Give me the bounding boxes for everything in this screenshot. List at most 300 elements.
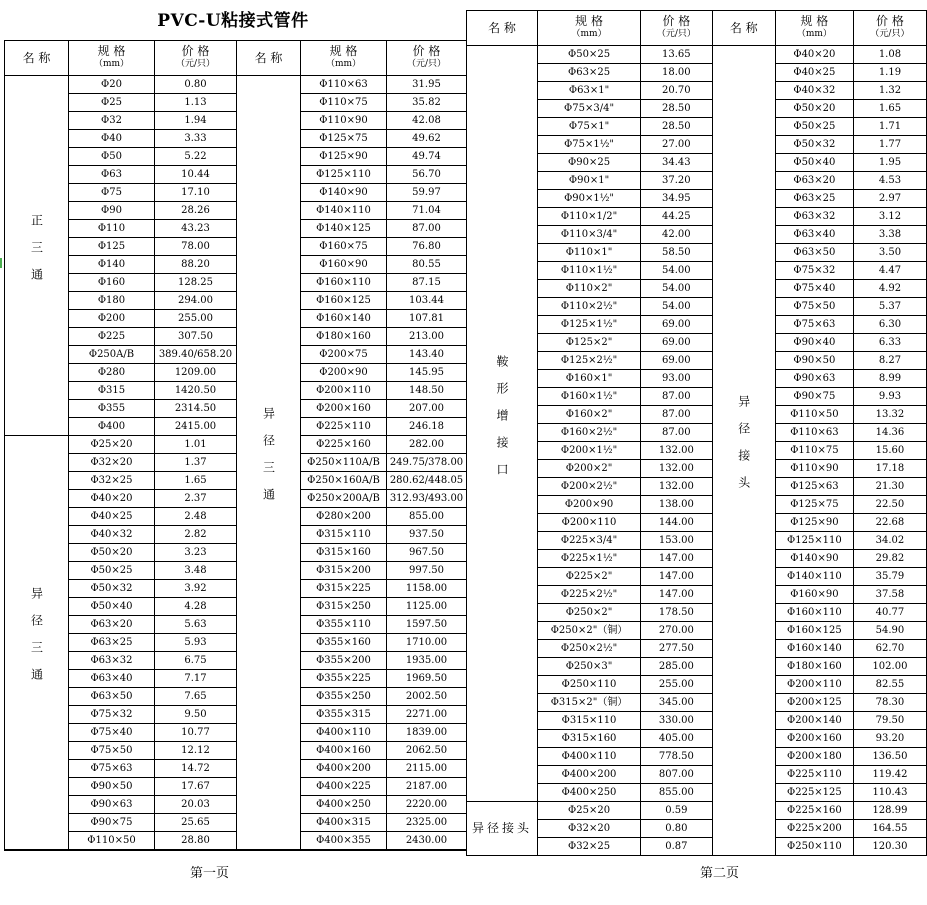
table-row [5, 760, 467, 778]
price-cell: 15.60 [853, 442, 926, 460]
category-cell [237, 76, 301, 851]
header-spec-label: 规 格 [575, 14, 603, 28]
price-cell: 2.82 [155, 526, 237, 544]
price-cell: 4.47 [853, 262, 926, 280]
price-cell: 778.50 [641, 748, 713, 766]
spec-cell: Φ50×20 [69, 544, 155, 562]
spec-cell: Φ125×110 [301, 166, 387, 184]
spec-cell: Φ125×90 [775, 514, 853, 532]
header-spec-label: 规 格 [97, 44, 126, 58]
spec-cell: Φ110×63 [301, 76, 387, 94]
table-row [5, 238, 467, 256]
price-cell: 2415.00 [155, 418, 237, 436]
price-cell: 102.00 [853, 658, 926, 676]
price-table-page1 [4, 40, 467, 851]
price-cell: 2115.00 [387, 760, 467, 778]
price-cell: 31.95 [387, 76, 467, 94]
spec-cell: Φ75×63 [69, 760, 155, 778]
spec-cell: Φ160×140 [301, 310, 387, 328]
price-cell: 44.25 [641, 208, 713, 226]
price-cell: 307.50 [155, 328, 237, 346]
price-cell: 282.00 [387, 436, 467, 454]
price-cell: 6.33 [853, 334, 926, 352]
spec-cell: Φ90 [69, 202, 155, 220]
category-cell [467, 802, 538, 856]
spec-cell: Φ315×110 [301, 526, 387, 544]
price-cell: 35.82 [387, 94, 467, 112]
price-cell: 132.00 [641, 442, 713, 460]
spec-cell: Φ180 [69, 292, 155, 310]
price-cell: 330.00 [641, 712, 713, 730]
price-cell: 345.00 [641, 694, 713, 712]
spec-cell: Φ400×110 [301, 724, 387, 742]
spec-cell: Φ280 [69, 364, 155, 382]
price-cell: 1.71 [853, 118, 926, 136]
price-cell: 40.77 [853, 604, 926, 622]
price-cell: 17.18 [853, 460, 926, 478]
spec-cell: Φ400×250 [301, 796, 387, 814]
spec-cell: Φ160×125 [775, 622, 853, 640]
price-cell: 255.00 [155, 310, 237, 328]
header-price-unit: （元/只） [656, 29, 696, 39]
spec-cell: Φ355×250 [301, 688, 387, 706]
spec-cell: Φ125×63 [775, 478, 853, 496]
price-cell: 4.53 [853, 172, 926, 190]
spec-cell: Φ50×25 [538, 46, 641, 64]
table-row [467, 802, 927, 820]
header-name: 名 称 [467, 11, 538, 46]
category-cell [467, 46, 538, 802]
price-cell: 1710.00 [387, 634, 467, 652]
price-cell: 12.12 [155, 742, 237, 760]
spec-cell: Φ355×200 [301, 652, 387, 670]
table-row [5, 544, 467, 562]
spec-cell: Φ250×110 [775, 838, 853, 856]
spec-cell: Φ225×1½" [538, 550, 641, 568]
spec-cell: Φ50×25 [69, 562, 155, 580]
spec-cell: Φ125×75 [301, 130, 387, 148]
spec-cell: Φ110×2½" [538, 298, 641, 316]
price-cell: 87.00 [641, 406, 713, 424]
spec-cell: Φ160×110 [301, 274, 387, 292]
spec-cell: Φ315×2"（铜） [538, 694, 641, 712]
spec-cell: Φ315×225 [301, 580, 387, 598]
price-cell: 937.50 [387, 526, 467, 544]
price-cell: 62.70 [853, 640, 926, 658]
price-cell: 22.50 [853, 496, 926, 514]
price-cell: 147.00 [641, 550, 713, 568]
price-cell: 213.00 [387, 328, 467, 346]
header-price-label: 价 格 [662, 14, 691, 28]
spec-cell: Φ225×200 [775, 820, 853, 838]
spec-cell: Φ50×32 [69, 580, 155, 598]
spec-cell: Φ75 [69, 184, 155, 202]
price-cell: 54.00 [641, 280, 713, 298]
spec-cell: Φ225×110 [301, 418, 387, 436]
price-cell: 0.80 [641, 820, 713, 838]
table-row [5, 76, 467, 94]
spec-cell: Φ225 [69, 328, 155, 346]
table-row [5, 634, 467, 652]
spec-cell: Φ75×32 [775, 262, 853, 280]
price-cell: 1209.00 [155, 364, 237, 382]
spec-cell: Φ125×75 [775, 496, 853, 514]
price-cell: 58.50 [641, 244, 713, 262]
price-cell: 69.00 [641, 316, 713, 334]
price-cell: 78.30 [853, 694, 926, 712]
spec-cell: Φ50×40 [69, 598, 155, 616]
price-cell: 5.37 [853, 298, 926, 316]
price-cell: 312.93/493.00 [387, 490, 467, 508]
table-row [5, 346, 467, 364]
spec-cell: Φ125×2½" [538, 352, 641, 370]
page-footer-1: 第一页 [190, 866, 230, 881]
spec-cell: Φ160×110 [775, 604, 853, 622]
price-cell: 2002.50 [387, 688, 467, 706]
spec-cell: Φ250×2" [538, 604, 641, 622]
spec-cell: Φ200×90 [301, 364, 387, 382]
header-spec-unit: （mm） [93, 59, 130, 69]
table-row [5, 94, 467, 112]
header-price [853, 11, 926, 46]
spec-cell: Φ160×1" [538, 370, 641, 388]
price-cell: 1.65 [853, 100, 926, 118]
price-cell: 1597.50 [387, 616, 467, 634]
spec-cell: Φ125 [69, 238, 155, 256]
category-name: 异径三通 [261, 407, 276, 515]
spec-cell: Φ75×1½" [538, 136, 641, 154]
price-cell: 7.17 [155, 670, 237, 688]
price-cell: 13.65 [641, 46, 713, 64]
price-cell: 107.81 [387, 310, 467, 328]
table-row [5, 832, 467, 851]
price-cell: 2271.00 [387, 706, 467, 724]
spec-cell: Φ40×25 [775, 64, 853, 82]
price-cell: 8.99 [853, 370, 926, 388]
table-row [5, 706, 467, 724]
price-cell: 87.00 [641, 388, 713, 406]
table-row [5, 742, 467, 760]
price-cell: 7.65 [155, 688, 237, 706]
price-cell: 280.62/448.05 [387, 472, 467, 490]
price-cell: 76.80 [387, 238, 467, 256]
header-price-label: 价 格 [412, 44, 441, 58]
price-cell: 13.32 [853, 406, 926, 424]
spec-cell: Φ140×90 [301, 184, 387, 202]
price-cell: 6.75 [155, 652, 237, 670]
price-cell: 143.40 [387, 346, 467, 364]
price-cell: 255.00 [641, 676, 713, 694]
spec-cell: Φ125×90 [301, 148, 387, 166]
spec-cell: Φ225×125 [775, 784, 853, 802]
table-row [467, 46, 927, 64]
spec-cell: Φ110×1/2" [538, 208, 641, 226]
table-row [5, 418, 467, 436]
price-cell: 147.00 [641, 586, 713, 604]
spec-cell: Φ355×225 [301, 670, 387, 688]
category-name: 正三通 [29, 213, 44, 295]
spec-cell: Φ200×2" [538, 460, 641, 478]
price-cell: 28.50 [641, 100, 713, 118]
spec-cell: Φ110×3/4" [538, 226, 641, 244]
spec-cell: Φ200×160 [775, 730, 853, 748]
price-cell: 1125.00 [387, 598, 467, 616]
table-row [5, 508, 467, 526]
price-cell: 0.87 [641, 838, 713, 856]
price-cell: 78.00 [155, 238, 237, 256]
spec-cell: Φ75×50 [775, 298, 853, 316]
price-cell: 34.95 [641, 190, 713, 208]
table-row [5, 724, 467, 742]
spec-cell: Φ160 [69, 274, 155, 292]
price-cell: 2.97 [853, 190, 926, 208]
page-footer-2: 第二页 [700, 866, 740, 881]
spec-cell: Φ63×40 [69, 670, 155, 688]
table-row [5, 310, 467, 328]
spec-cell: Φ140×90 [775, 550, 853, 568]
spec-cell: Φ63×40 [775, 226, 853, 244]
spec-cell: Φ32×25 [69, 472, 155, 490]
spec-cell: Φ400×355 [301, 832, 387, 851]
spec-cell: Φ355×160 [301, 634, 387, 652]
spec-cell: Φ90×40 [775, 334, 853, 352]
spec-cell: Φ125×2" [538, 334, 641, 352]
spec-cell: Φ160×2½" [538, 424, 641, 442]
price-cell: 119.42 [853, 766, 926, 784]
price-cell: 0.59 [641, 802, 713, 820]
spec-cell: Φ125×1½" [538, 316, 641, 334]
price-cell: 120.30 [853, 838, 926, 856]
spec-cell: Φ140×110 [775, 568, 853, 586]
spec-cell: Φ110×50 [775, 406, 853, 424]
spec-cell: Φ250A/B [69, 346, 155, 364]
header-name: 名 称 [5, 41, 69, 76]
table-row [5, 796, 467, 814]
price-cell: 2325.00 [387, 814, 467, 832]
price-cell: 147.00 [641, 568, 713, 586]
spec-cell: Φ75×40 [775, 280, 853, 298]
price-cell: 35.79 [853, 568, 926, 586]
price-cell: 2220.00 [387, 796, 467, 814]
price-cell: 17.10 [155, 184, 237, 202]
price-cell: 3.23 [155, 544, 237, 562]
spec-cell: Φ280×200 [301, 508, 387, 526]
spec-cell: Φ315×160 [538, 730, 641, 748]
header-spec [538, 11, 641, 46]
spec-cell: Φ140×110 [301, 202, 387, 220]
spec-cell: Φ50 [69, 148, 155, 166]
table-row [5, 454, 467, 472]
table-row [5, 184, 467, 202]
spec-cell: Φ63×32 [775, 208, 853, 226]
table-row [5, 670, 467, 688]
spec-cell: Φ110×1½" [538, 262, 641, 280]
price-cell: 59.97 [387, 184, 467, 202]
table-row [5, 220, 467, 238]
spec-cell: Φ40×25 [69, 508, 155, 526]
category-name: 异径接头 [471, 821, 532, 835]
spec-cell: Φ63×25 [69, 634, 155, 652]
price-cell: 42.00 [641, 226, 713, 244]
spec-cell: Φ110×90 [775, 460, 853, 478]
price-cell: 49.74 [387, 148, 467, 166]
spec-cell: Φ90×50 [69, 778, 155, 796]
table-row [5, 166, 467, 184]
price-cell: 87.00 [641, 424, 713, 442]
header-spec [301, 41, 387, 76]
spec-cell: Φ63×25 [775, 190, 853, 208]
price-cell: 25.65 [155, 814, 237, 832]
price-cell: 2187.00 [387, 778, 467, 796]
spec-cell: Φ40×32 [775, 82, 853, 100]
price-cell: 0.80 [155, 76, 237, 94]
spec-cell: Φ50×32 [775, 136, 853, 154]
price-cell: 69.00 [641, 352, 713, 370]
spec-cell: Φ400×315 [301, 814, 387, 832]
price-cell: 1.19 [853, 64, 926, 82]
spec-cell: Φ63 [69, 166, 155, 184]
category-cell [712, 46, 775, 856]
page-title: PVC-U粘接式管件 [157, 11, 309, 31]
price-cell: 22.68 [853, 514, 926, 532]
spec-cell: Φ32×20 [538, 820, 641, 838]
spec-cell: Φ160×1½" [538, 388, 641, 406]
spec-cell: Φ140×125 [301, 220, 387, 238]
spec-cell: Φ225×110 [775, 766, 853, 784]
spec-cell: Φ63×50 [775, 244, 853, 262]
price-cell: 3.48 [155, 562, 237, 580]
table-row [5, 256, 467, 274]
spec-cell: Φ250×3" [538, 658, 641, 676]
price-cell: 1.37 [155, 454, 237, 472]
spec-cell: Φ110×75 [301, 94, 387, 112]
price-cell: 18.00 [641, 64, 713, 82]
header-row [467, 11, 927, 46]
spec-cell: Φ200×110 [301, 382, 387, 400]
price-cell: 855.00 [641, 784, 713, 802]
price-cell: 28.50 [641, 118, 713, 136]
spec-cell: Φ25×20 [538, 802, 641, 820]
spec-cell: Φ63×1" [538, 82, 641, 100]
price-cell: 1.08 [853, 46, 926, 64]
table-row [5, 616, 467, 634]
header-spec-unit: （mm） [796, 29, 832, 39]
spec-cell: Φ355×315 [301, 706, 387, 724]
spec-cell: Φ400×225 [301, 778, 387, 796]
table-row [5, 130, 467, 148]
table-row [5, 598, 467, 616]
spec-cell: Φ32×25 [538, 838, 641, 856]
price-cell: 1420.50 [155, 382, 237, 400]
price-cell: 87.15 [387, 274, 467, 292]
price-cell: 1.95 [853, 154, 926, 172]
price-cell: 207.00 [387, 400, 467, 418]
spec-cell: Φ200×110 [775, 676, 853, 694]
price-cell: 1935.00 [387, 652, 467, 670]
spec-cell: Φ90×63 [69, 796, 155, 814]
price-cell: 294.00 [155, 292, 237, 310]
price-cell: 1.01 [155, 436, 237, 454]
spec-cell: Φ110×90 [301, 112, 387, 130]
price-cell: 14.36 [853, 424, 926, 442]
spec-cell: Φ25×20 [69, 436, 155, 454]
header-spec-unit: （mm） [571, 29, 607, 39]
price-cell: 1158.00 [387, 580, 467, 598]
category-cell [5, 76, 69, 436]
spec-cell: Φ180×160 [775, 658, 853, 676]
price-cell: 69.00 [641, 334, 713, 352]
price-cell: 10.77 [155, 724, 237, 742]
price-cell: 5.63 [155, 616, 237, 634]
left-edge-marker [0, 258, 2, 268]
price-cell: 3.12 [853, 208, 926, 226]
spec-cell: Φ40×20 [775, 46, 853, 64]
spec-cell: Φ50×40 [775, 154, 853, 172]
header-price [641, 11, 713, 46]
spec-cell: Φ400 [69, 418, 155, 436]
price-cell: 2062.50 [387, 742, 467, 760]
category-name: 鞍形增接口 [495, 354, 509, 490]
price-cell: 1.32 [853, 82, 926, 100]
price-cell: 132.00 [641, 460, 713, 478]
price-cell: 27.00 [641, 136, 713, 154]
spec-cell: Φ250×160A/B [301, 472, 387, 490]
header-spec-label: 规 格 [800, 14, 829, 28]
price-cell: 128.99 [853, 802, 926, 820]
spec-cell: Φ110×1" [538, 244, 641, 262]
category-name: 异径接头 [736, 395, 751, 503]
spec-cell: Φ200×2½" [538, 478, 641, 496]
table-row [5, 364, 467, 382]
spec-cell: Φ90×63 [775, 370, 853, 388]
spec-cell: Φ75×32 [69, 706, 155, 724]
header-price-unit: （元/只） [175, 59, 216, 69]
spec-cell: Φ200×125 [775, 694, 853, 712]
price-cell: 136.50 [853, 748, 926, 766]
spec-cell: Φ32 [69, 112, 155, 130]
spec-cell: Φ50×20 [775, 100, 853, 118]
price-cell: 6.30 [853, 316, 926, 334]
price-cell: 29.82 [853, 550, 926, 568]
price-cell: 34.43 [641, 154, 713, 172]
spec-cell: Φ315 [69, 382, 155, 400]
price-cell: 34.02 [853, 532, 926, 550]
spec-cell: Φ75×3/4" [538, 100, 641, 118]
price-cell: 93.20 [853, 730, 926, 748]
price-cell: 88.20 [155, 256, 237, 274]
price-cell: 28.80 [155, 832, 237, 851]
price-cell: 3.38 [853, 226, 926, 244]
price-cell: 21.30 [853, 478, 926, 496]
spec-cell: Φ40×20 [69, 490, 155, 508]
table-row [5, 814, 467, 832]
spec-cell: Φ225×160 [775, 802, 853, 820]
spec-cell: Φ160×90 [301, 256, 387, 274]
price-cell: 54.00 [641, 298, 713, 316]
spec-cell: Φ250×2"（铜） [538, 622, 641, 640]
table-row [5, 490, 467, 508]
category-name: 异径三通 [29, 587, 44, 695]
header-price [155, 41, 237, 76]
spec-cell: Φ63×50 [69, 688, 155, 706]
header-price [387, 41, 467, 76]
price-cell: 56.70 [387, 166, 467, 184]
price-cell: 128.25 [155, 274, 237, 292]
price-cell: 2430.00 [387, 832, 467, 851]
spec-cell: Φ20 [69, 76, 155, 94]
spec-cell: Φ200×90 [538, 496, 641, 514]
table-row [5, 202, 467, 220]
